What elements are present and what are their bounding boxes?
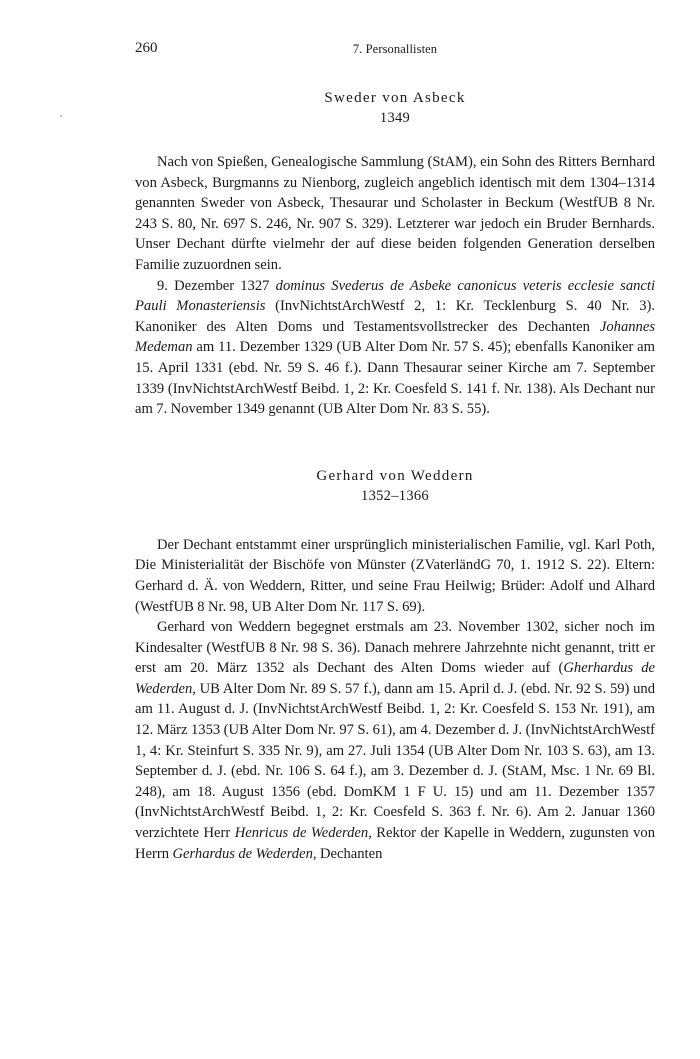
text-run: , Rektor der Kapelle in Weddern, zugunsten von Herrn — [135, 825, 655, 862]
text-run: , Dechanten — [312, 845, 383, 862]
italic-text-run: Henricus de Wederden — [234, 825, 369, 842]
entry-gerhard-von-weddern — [135, 466, 655, 865]
text-run: Gerhard von Weddern begegnet erstmals am 23. November 1302, sicher noch im Kindesalter (WestfUB 8 Nr. 98 S. 36). Danach mehrere Jahrzehnte nicht genannt, tritt er erst am 20. März 1352 als Dechant des Alten Doms wieder auf ( — [135, 619, 655, 677]
paragraph — [135, 152, 655, 276]
book-page — [135, 40, 655, 864]
paragraph — [135, 535, 655, 617]
paragraph — [135, 276, 655, 420]
running-head: 7. Personallisten — [352, 42, 438, 56]
text-run: am 11. Dezember 1329 (UB Alter Dom Nr. 57 S. 45); ebenfalls Kanoniker am 15. April 1331 (ebd. Nr. 59 S. 46 f.). Dann Thesaurar seiner Kirche am 7. September 1339 (InvNichtstArchWestf Beibd. 1, 2: Kr. Coesfeld S. 141 f. Nr. 138). Als Dechant nur am 7. November 1349 genannt (UB Alter Dom Nr. 83 S. 55). — [135, 339, 655, 418]
page-number: 260 — [135, 40, 158, 56]
text-run: Der Dechant entstammt einer ursprünglich ministerialischen Familie, vgl. Karl Poth, Die Ministerialität der Bischöfe von Münster (ZVaterländG 70, 1. 1912 S. 22). Eltern: Gerhard d. Ä. von Weddern, Ritter, und seine Frau Heilwig; Brüder: Adolf und Alhard (WestfUB 8 Nr. 98, UB Alter Dom Nr. 117 S. 69). — [135, 536, 655, 615]
entry-dates: 1352–1366 — [361, 487, 429, 504]
text-run: 9. Dezember 1327 — [157, 277, 276, 294]
italic-text-run: Gherhardus de Wederden — [135, 660, 655, 697]
text-run: , UB Alter Dom Nr. 89 S. 57 f.), dann am 15. April d. J. (ebd. Nr. 92 S. 59) und am 11. August d. J. (InvNichtstArchWestf Beibd. 1, 2: Kr. Coesfeld S. 153 Nr. 191), am 12. März 1353 (UB Alter Dom Nr. 97 S. 61), am 4. Dezember d. J. (InvNichtstArchWestf 1, 4: Kr. Steinfurt S. 335 Nr. 9), am 27. Juli 1354 (UB Alter Dom Nr. 103 S. 63), am 13. September d. J. (ebd. Nr. 106 S. 64 f.), am 3. Dezember d. J. (StAM, Msc. 1 Nr. 69 Bl. 248), am 18. August 1356 (ebd. DomKM 1 F U. 15) und am 11. Dezember 1357 (InvNichtstArchWestf Beibd. 1, 2: Kr. Coesfeld S. 363 f. Nr. 6). Am 2. Januar 1360 verzichtete Herr — [135, 680, 655, 842]
entry-name: Sweder von Asbeck — [324, 90, 466, 106]
italic-text-run: dominus Svederus de Asbeke canonicus veteris ecclesie sancti Pauli Monasteriensis — [135, 277, 655, 315]
italic-text-run: Gerhardus de Wederden — [172, 845, 313, 862]
text-run: (InvNichtstArchWestf 2, 1: Kr. Tecklenburg S. 40 Nr. 3). Kanoniker des Alten Doms und Testamentsvollstrecker des Dechanten — [135, 298, 656, 335]
scan-speck — [60, 115, 62, 117]
entry-name: Gerhard von Weddern — [316, 467, 474, 484]
entry-sweder-von-asbeck — [135, 88, 655, 420]
text-run: Nach von Spießen, Genealogische Sammlung (StAM), ein Sohn des Ritters Bernhard von Asbeck, Burgmanns zu Nienborg, zugleich angeblich identisch mit dem 1304–1314 genannten Sweder von Asbeck, Thesaurar und Scholaster in Beckum (WestfUB 8 Nr. 243 S. 80, Nr. 697 S. 246, Nr. 907 S. 329). Letzterer war jedoch ein Bruder Bernhards. Unser Dechant dürfte vielmehr der auf diese beiden folgenden Generation derselben Familie zuzuordnen sein. — [135, 154, 655, 273]
page-header — [135, 40, 655, 64]
paragraph — [135, 617, 655, 864]
italic-text-run: Johannes Medeman — [135, 318, 655, 356]
entry-dates: 1349 — [379, 110, 411, 126]
